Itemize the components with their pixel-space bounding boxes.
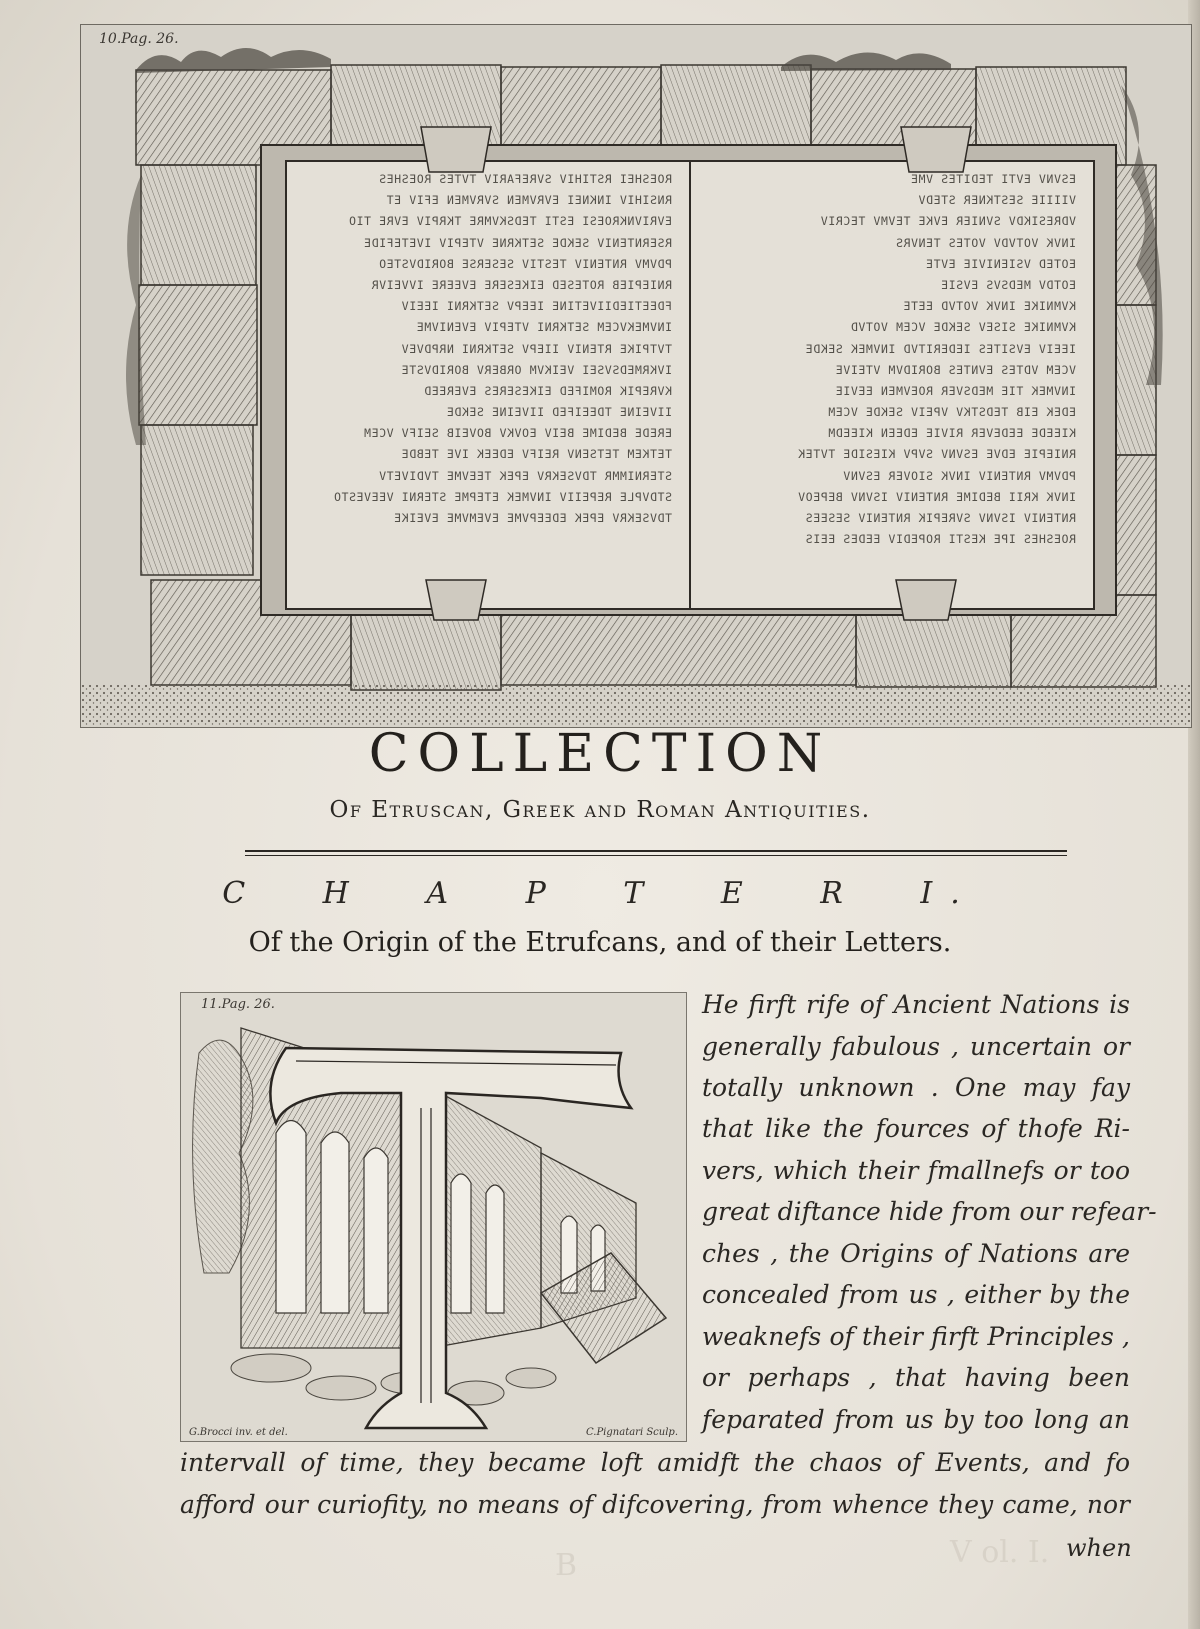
plate-number: 10.Pag. 26. (99, 31, 179, 47)
inscription-line: INVK KRII BEDIME RNTENIV ISVNV BEPEOV (797, 489, 1076, 504)
inscription-line: PDVMV RNTENIV INVK SIOVER ESVNV (842, 468, 1076, 483)
inscription-tablet (286, 161, 1094, 609)
inscription-line: EVRIVNKROESI ESTI TEDSKVMRE TKRPIV EVRE TIO (348, 214, 672, 229)
inscription-line: INVMEK TIE MEDSVER ROEVMEN EEVIE (835, 383, 1076, 398)
inscription-line: RNIEPIEB ROTESED EIKESERE EVEERE IVVEIVR (371, 277, 672, 292)
body-line: totally unknown . One may fay (702, 1073, 1130, 1102)
engraver-signature: C.Pignatari Sculp. (585, 1427, 678, 1438)
inscription-line: INVK VOTVDV VOTES TENVRS (895, 235, 1076, 250)
body-line: generally fabulous , uncertain or (702, 1032, 1130, 1061)
chapter-heading: C H A P T E R I. (222, 876, 978, 911)
inscription-line: IVKRMEDSVSEI VEIKVM ORBERV BORIDVSTE (401, 362, 672, 377)
title-rule (245, 855, 1067, 856)
inscription-line: STERNIMMR TDVSEKRV EPEK TEEVME TVDIVETV (378, 468, 672, 483)
inscription-plate (80, 24, 1192, 728)
chapter-title: Of the Origin of the Etrufcans, and of their Letters. (248, 927, 952, 958)
inscription-line: TVTPIKE RTENIV IIEPV SETKRNI NRPDVEV (401, 341, 672, 356)
body-line: He firft rife of Ancient Nations is (702, 990, 1130, 1019)
inscription-line: EDEK EIB TEDSTKV VPEIV SEKDE VCEM (827, 405, 1076, 420)
body-line: intervall of time, they became loft amidft the chaos of Events, and fo (180, 1448, 1130, 1477)
body-line: feparated from us by too long an (702, 1405, 1130, 1434)
inscription-line: KVMNIKE INVK VOTVD EETE (902, 299, 1076, 314)
inscription-line: KVMNIKE SISEV SEKDE VCEM VOTVD (850, 320, 1076, 335)
inscription-line: TETKEM TETSENV REIFV EDEEK IVE TEBDE (401, 447, 672, 462)
catchword: when (1066, 1534, 1132, 1562)
inscription-left-column (286, 161, 690, 609)
body-line: afford our curiofity, no means of difcovering, from whence they came, nor (180, 1490, 1130, 1519)
inscription-line: FDEETIEDIIVETINE IEEPV SETKRNI IEEIV (401, 299, 672, 314)
inscription-line: ROESHEI RSTIHIV SVREFARIV TVTES ROESHES (378, 172, 672, 186)
aqueduct-ruins-engraving (181, 993, 686, 1441)
inscription-line: RNTENIV ISVNV SVREPIK RNTENIV SESEES (805, 511, 1076, 525)
inscription-line: KVREPIK ROMIFED EIKESERES EVEREED (423, 383, 672, 398)
inscription-line: RNIEPIE EDVE ESVNV SVPV KIESIDE TVTEK (797, 447, 1076, 462)
body-line: vers, which their fmallnefs or too (702, 1156, 1130, 1185)
inscription-line: INVMEKVCEM SETKRNI VTEPIV EVENIVME (416, 320, 672, 335)
show-through-text: B (555, 1548, 578, 1583)
artist-signature: G.Brocci inv. et del. (189, 1427, 288, 1438)
inscription-line: VCEM VDTES EVNTES BORIDVM VTEIVE (835, 362, 1076, 377)
body-line: great diftance hide from our refear- (702, 1197, 1157, 1226)
inscription-line: PDVMV RNTENIV TESTIV SESERSE BORIDVSTEO (378, 256, 672, 271)
inscription-line: EREDE BEDIME BEIV EOVKV BOVEIB SEIFV VCEM (363, 426, 672, 441)
body-line: that like the fources of thofe Ri- (702, 1114, 1130, 1143)
inscription-line: ROESHES IPE KESTI ROPEDIV EEDES EEIS (805, 532, 1076, 547)
title-rule (245, 850, 1067, 852)
inscription-line: EOTED VSIENIVIE EVTE (925, 256, 1076, 271)
inscription-line: STDVPLE REPEIIV INVMEK ETEPME STERNI VEEVESTO (333, 489, 672, 504)
body-line: or perhaps , that having been (702, 1363, 1130, 1392)
inscription-line: VIIIIE SESTKNER STEDV (918, 193, 1076, 208)
inscription-line: TDVSEKRV EPEK EDEEPVME EVEMVME EVEIKE (393, 511, 672, 525)
body-line: weaknefs of their firft Principles , (702, 1322, 1130, 1351)
inscription-right-column (690, 161, 1094, 609)
page-title: COLLECTION (368, 724, 832, 784)
page-subtitle: Of Etruscan, Greek and Roman Antiquities. (329, 797, 871, 823)
inscription-line: IEEIV EVSITES IEDERITVD INVMEK SEKDE (805, 341, 1076, 356)
inscription-line: ESVNV EVTI TEDITES VME (910, 172, 1076, 186)
inscription-line: EOTDV MEDSVS EVSIE (940, 277, 1076, 292)
show-through-text: V ol. I. (950, 1535, 1050, 1570)
inscription-line: RNSIHIV INKNEI EVRVMEN SVRVMEN EFIV ET (386, 193, 672, 208)
plate-number: 11.Pag. 26. (201, 997, 275, 1012)
body-line: concealed from us , either by the (702, 1280, 1130, 1309)
inscription-line: VDRESIKDV SVNIER EVKE TEVMV TECRIV (820, 214, 1076, 229)
initial-letter-plate (180, 992, 687, 1442)
inscription-line: RSERNTENIV SEKDE SETKRNE VTEPIV IVETEFIDE (363, 235, 672, 250)
inscription-line: KIEEDE EEDEVER RIVIE EDEEN KIEEDM (827, 426, 1076, 441)
inscription-line: IIVEINE TDEEIFED IIVEINE SEKDE (446, 405, 672, 420)
body-line: ches , the Origins of Nations are (702, 1239, 1130, 1268)
